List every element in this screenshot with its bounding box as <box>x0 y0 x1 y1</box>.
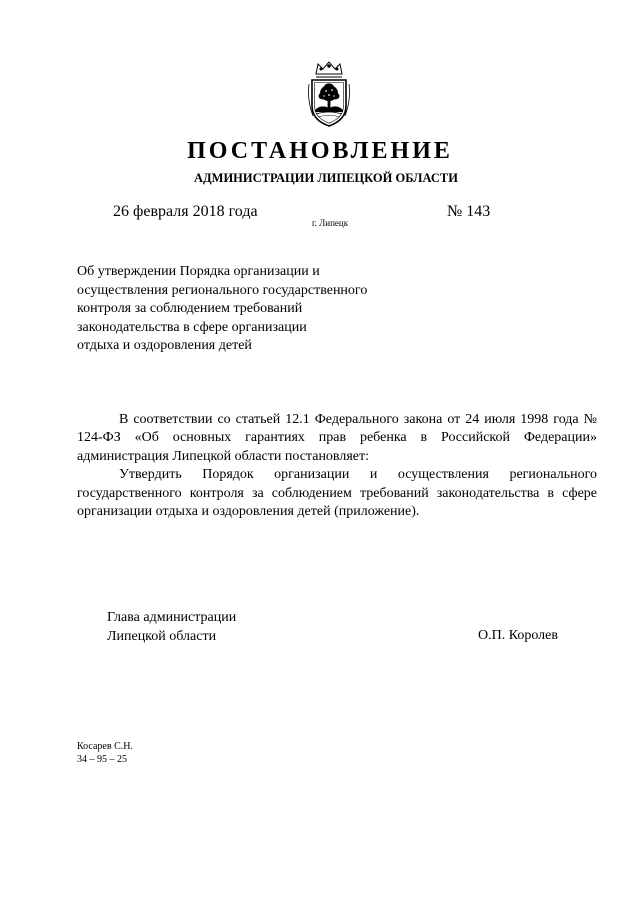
body-paragraph-resolution: Утвердить Порядок организации и осуществления регионального государственного контроля за соблюдением требований законодательства в сфере организации отдыха и оздоровления детей (приложение). <box>77 467 597 520</box>
signatory-position-line: Глава администрации <box>107 610 237 625</box>
document-body <box>77 411 597 521</box>
subject-line: законодательства в сфере организации <box>77 319 307 335</box>
body-paragraph-preamble: В соответствии со статьей 12.1 Федерального закона от 24 июля 1998 года № 124-ФЗ «Об основных гарантиях прав ребенка в Российской Федерации» администрация Липецкой области постановляет: <box>77 412 597 464</box>
document-authority: АДМИНИСТРАЦИИ ЛИПЕЦКОЙ ОБЛАСТИ <box>194 171 458 185</box>
subject-line: отдыха и оздоровления детей <box>77 338 252 354</box>
subject-line: Об утверждении Порядка организации и <box>77 264 320 279</box>
coat-of-arms-icon <box>304 60 354 128</box>
document-date: 26 февраля 2018 года <box>113 203 258 220</box>
executor-info <box>77 741 133 766</box>
signatory-position-line: Липецкой области <box>107 628 217 644</box>
document-number: № 143 <box>447 203 491 220</box>
document-title: ПОСТАНОВЛЕНИЕ <box>187 138 453 164</box>
document-city: г. Липецк <box>312 218 349 228</box>
signatory-name: О.П. Королев <box>478 628 558 643</box>
executor-phone: 34 – 95 – 25 <box>77 753 127 765</box>
signatory-position <box>107 609 236 646</box>
document-subject <box>77 263 417 356</box>
subject-line: контроля за соблюдением требований <box>77 301 303 317</box>
subject-line: осуществления регионального государственного <box>77 282 368 298</box>
executor-name: Косарев С.Н. <box>77 741 133 752</box>
